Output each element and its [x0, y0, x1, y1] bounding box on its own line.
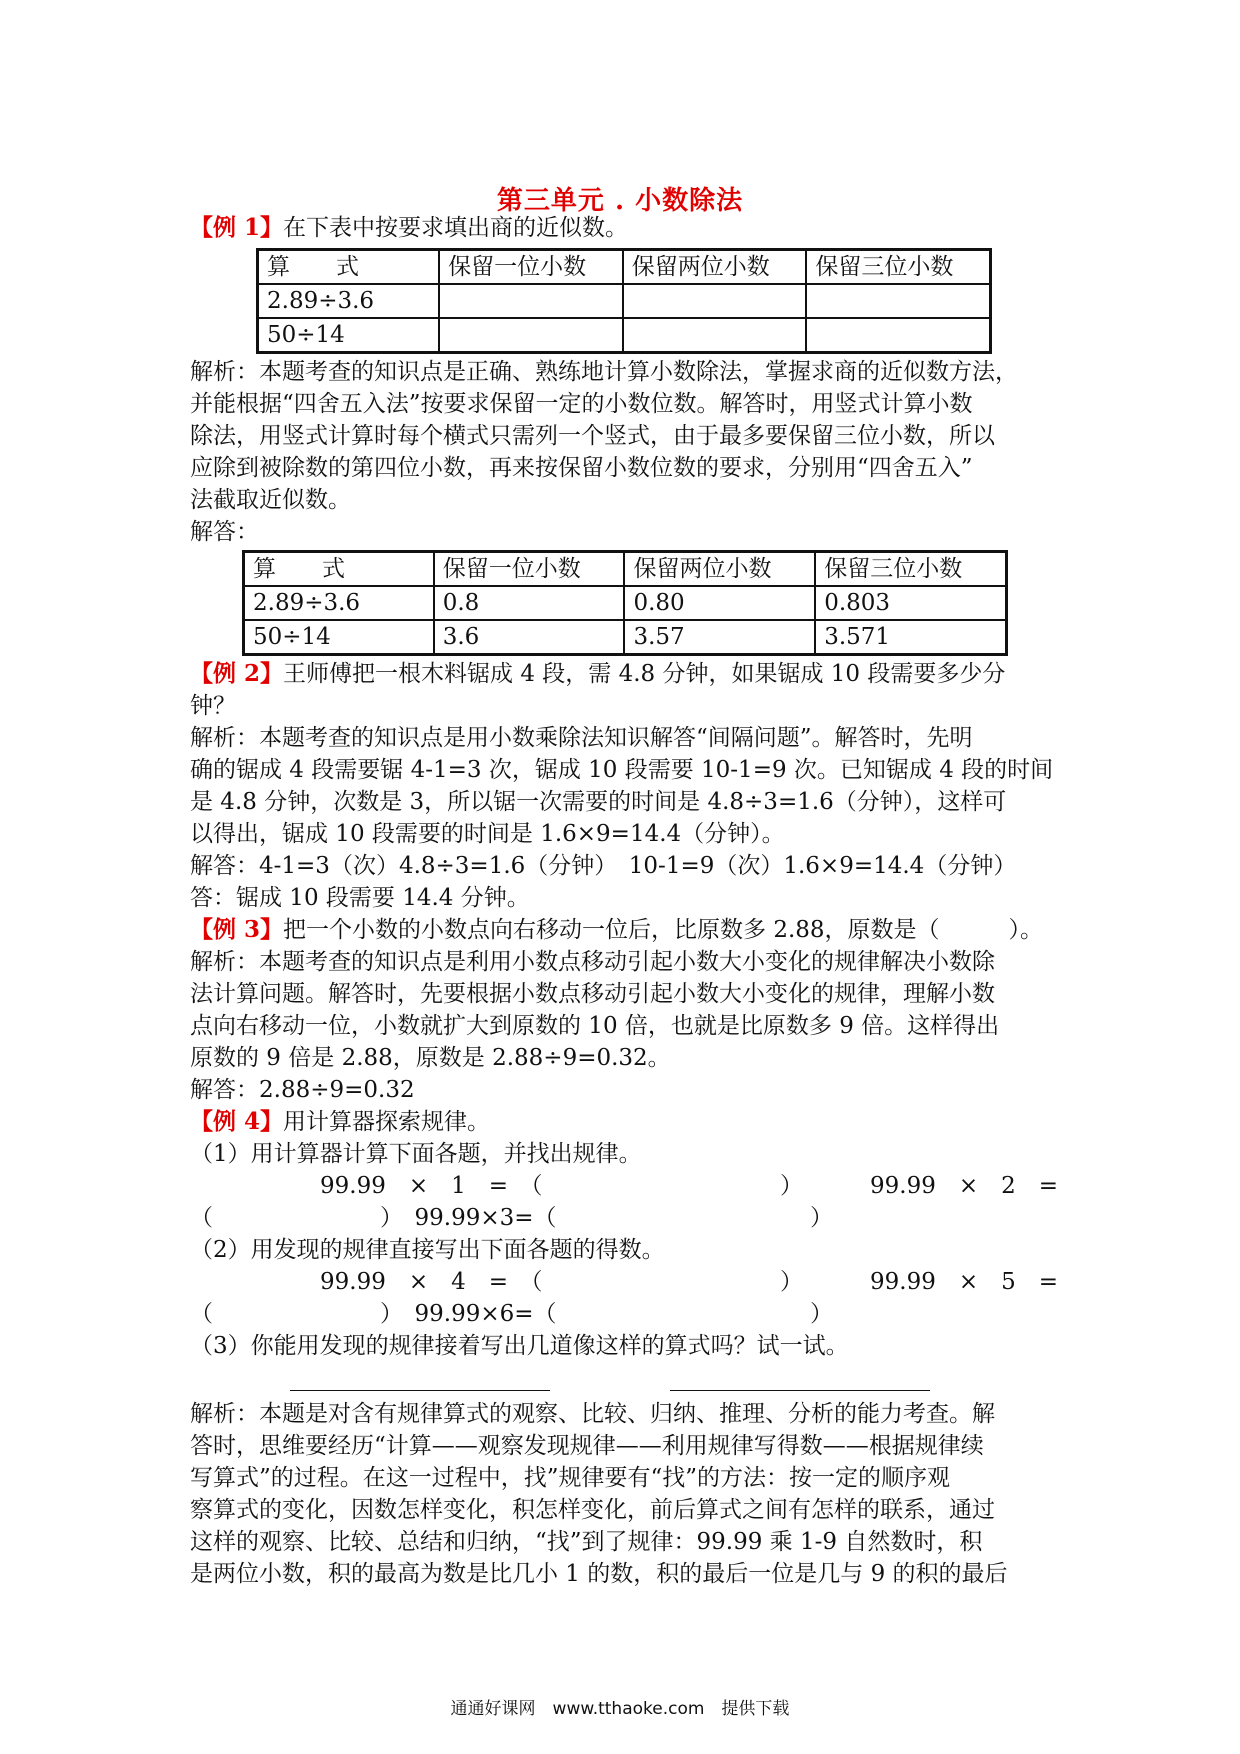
example-1-text: 在下表中按要求填出商的近似数。 — [283, 215, 629, 241]
example-2-text: 王师傅把一根木料锯成 4 段，需 4.8 分钟，如果锯成 10 段需要多少分 — [283, 661, 1006, 687]
calc-line — [190, 1202, 1060, 1234]
table-header-cell: 保留两位小数 — [623, 250, 807, 285]
answer-line: 答：锯成 10 段需要 14.4 分钟。 — [190, 885, 530, 911]
table-cell: 0.80 — [624, 586, 815, 620]
analysis-line: 并能根据“四舍五入法”按要求保留一定的小数位数。解答时，用竖式计算小数 — [190, 391, 973, 417]
table-row — [258, 284, 991, 318]
analysis-line: 确的锯成 4 段需要锯 4-1=3 次，锯成 10 段需要 10-1=9 次。已知锯成 4 段的时间 — [190, 757, 1054, 783]
analysis-line: 答时，思维要经历“计算——观察发现规律——利用规律写得数——根据规律续 — [190, 1433, 984, 1459]
table-header-cell: 保留一位小数 — [434, 552, 625, 587]
example-1-tag: 【例 1】 — [190, 214, 284, 241]
example-2-question-cont: 钟？ — [190, 693, 236, 719]
table-cell — [623, 284, 807, 318]
table-cell: 0.8 — [434, 586, 625, 620]
analysis-line: 解析：本题考查的知识点是利用小数点移动引起小数大小变化的规律解决小数除 — [190, 949, 995, 975]
table-row — [258, 318, 991, 353]
example-3-tag: 【例 3】 — [190, 916, 284, 943]
analysis-line: 写算式”的过程。在这一过程中，找”规律要有“找”的方法：按一定的顺序观 — [190, 1465, 951, 1491]
table-row — [244, 620, 1007, 655]
calc-expr: 99.99 × 5 = — [870, 1269, 1059, 1295]
calc-paren: ） — [810, 1205, 833, 1231]
analysis-line: 以得出，锯成 10 段需要的时间是 1.6×9=14.4（分钟）。 — [190, 821, 785, 847]
example-3-text: 把一个小数的小数点向右移动一位后，比原数多 2.88，原数是（ ）。 — [283, 917, 1044, 943]
table-cell — [623, 318, 807, 353]
analysis-line: 除法，用竖式计算时每个横式只需列一个竖式，由于最多要保留三位小数，所以 — [190, 423, 995, 449]
page-title: 第三单元 . 小数除法 — [496, 186, 744, 216]
table-header-row — [258, 250, 991, 285]
calc-expr: ） 99.99×6=（ — [380, 1301, 557, 1327]
example-1-question — [190, 212, 1060, 244]
calc-paren: （ — [190, 1205, 213, 1231]
answer-blank-2[interactable] — [670, 1368, 930, 1391]
table-header-cell: 算 式 — [244, 552, 434, 587]
answer-line: 解答：2.88÷9=0.32 — [190, 1077, 415, 1103]
table-cell — [439, 318, 623, 353]
calc-paren: （ — [190, 1301, 213, 1327]
table-cell: 3.571 — [815, 620, 1006, 655]
analysis-line: 是 4.8 分钟，次数是 3，所以锯一次需要的时间是 4.8÷3=1.6（分钟），这样可 — [190, 789, 1007, 815]
answer-line: 解答：4-1=3（次）4.8÷3=1.6（分钟） 10-1=9（次）1.6×9=14.4（分钟） — [190, 853, 1017, 879]
table-cell: 50÷14 — [244, 620, 434, 655]
analysis-line: 这样的观察、比较、总结和归纳，“找”到了规律：99.99 乘 1-9 自然数时，积 — [190, 1529, 983, 1555]
calc-expr: 99.99 × 2 = — [870, 1173, 1059, 1199]
analysis-line: 法计算问题。解答时，先要根据小数点移动引起小数大小变化的规律，理解小数 — [190, 981, 995, 1007]
example-4-tag: 【例 4】 — [190, 1108, 284, 1135]
answer-label: 解答： — [190, 519, 259, 545]
calc-paren: ） — [780, 1269, 803, 1295]
calc-line — [190, 1298, 1060, 1330]
document-body — [190, 212, 1060, 1590]
example-2-question — [190, 658, 1060, 690]
table-cell: 3.57 — [624, 620, 815, 655]
example-4-part-1: （1）用计算器计算下面各题，并找出规律。 — [190, 1141, 642, 1167]
answer-blank-1[interactable] — [290, 1368, 550, 1391]
answer-blanks — [190, 1362, 1060, 1398]
table-cell: 0.803 — [815, 586, 1006, 620]
example-4-question — [190, 1106, 1060, 1138]
table-row — [244, 586, 1007, 620]
page-footer: 通通好课网 www.tthaoke.com 提供下载 — [450, 1699, 790, 1719]
analysis-line: 解析：本题考查的知识点是用小数乘除法知识解答“间隔问题”。解答时，先明 — [190, 725, 973, 751]
analysis-line: 解析：本题考查的知识点是正确、熟练地计算小数除法，掌握求商的近似数方法， — [190, 359, 1018, 385]
calc-line — [190, 1266, 1060, 1298]
table-header-cell: 保留一位小数 — [439, 250, 623, 285]
table-header-cell: 保留三位小数 — [815, 552, 1006, 587]
calc-expr: 99.99 × 1 = （ — [320, 1173, 543, 1199]
table-cell: 50÷14 — [258, 318, 440, 353]
example-1-table — [256, 248, 992, 354]
analysis-line: 解析：本题是对含有规律算式的观察、比较、归纳、推理、分析的能力考查。解 — [190, 1401, 995, 1427]
table-header-cell: 保留三位小数 — [806, 250, 990, 285]
example-1-answer-table — [242, 550, 1008, 656]
table-cell: 2.89÷3.6 — [258, 284, 440, 318]
analysis-line: 法截取近似数。 — [190, 487, 351, 513]
table-cell — [806, 284, 990, 318]
example-4-text: 用计算器探索规律。 — [283, 1109, 491, 1135]
table-cell: 3.6 — [434, 620, 625, 655]
table-cell — [806, 318, 990, 353]
table-header-cell: 保留两位小数 — [624, 552, 815, 587]
table-cell: 2.89÷3.6 — [244, 586, 434, 620]
calc-line — [190, 1170, 1060, 1202]
analysis-line: 点向右移动一位，小数就扩大到原数的 10 倍，也就是比原数多 9 倍。这样得出 — [190, 1013, 1000, 1039]
analysis-line: 应除到被除数的第四位小数，再来按保留小数位数的要求，分别用“四舍五入” — [190, 455, 973, 481]
example-4-part-2: （2）用发现的规律直接写出下面各题的得数。 — [190, 1237, 665, 1263]
analysis-line: 原数的 9 倍是 2.88，原数是 2.88÷9=0.32。 — [190, 1045, 671, 1071]
example-4-part-3: （3）你能用发现的规律接着写出几道像这样的算式吗？试一试。 — [190, 1333, 849, 1359]
analysis-line: 是两位小数，积的最高为数是比几小 1 的数，积的最后一位是几与 9 的积的最后 — [190, 1561, 1008, 1587]
example-3-question — [190, 914, 1060, 946]
calc-paren: ） — [780, 1173, 803, 1199]
calc-expr: 99.99 × 4 = （ — [320, 1269, 543, 1295]
table-cell — [439, 284, 623, 318]
table-header-cell: 算 式 — [258, 250, 440, 285]
calc-paren: ） — [810, 1301, 833, 1327]
analysis-line: 察算式的变化，因数怎样变化，积怎样变化，前后算式之间有怎样的联系，通过 — [190, 1497, 995, 1523]
example-2-tag: 【例 2】 — [190, 660, 284, 687]
calc-expr: ） 99.99×3=（ — [380, 1205, 557, 1231]
table-header-row — [244, 552, 1007, 587]
